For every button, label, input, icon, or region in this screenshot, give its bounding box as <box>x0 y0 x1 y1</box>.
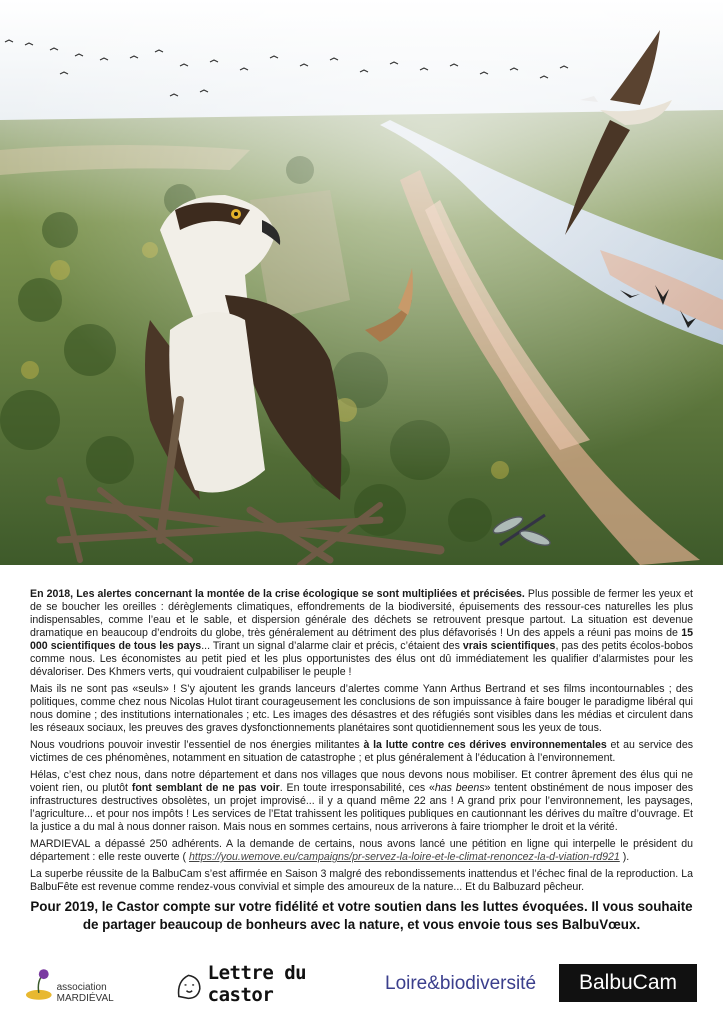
text-span: et au service des victimes de ces phénomènes, notamment en situation de catastrophe ; et plus généralement à l’éducation à l’environnement. <box>30 739 694 764</box>
paragraph-crisis <box>30 588 693 679</box>
paragraph-local <box>30 769 693 834</box>
italic-has-beens: has beens <box>434 782 485 794</box>
paragraph-balbucam <box>30 868 693 894</box>
mardieval-flower-icon <box>25 967 53 1001</box>
text-span: Plus possible de fermer les yeux et de se boucher les oreilles : dérèglements climatiques, effondrements de la biodiversité, épuisements des ressour-ces naturelles les plus indispensables, comme l’eau et le sable, et dispersion générale des déchets se retrouvent presque partout. La situation est devenue dramatique en beaucoup d’endroits du globe, très généralement au détriment des plus défavorisés ! Un des appels a réuni pas moins de <box>30 588 693 639</box>
text-span: Mais ils ne sont pas «seuls» ! S’y ajoutent les grands lanceurs d’alertes comme Yann Arthus Bertrand et ses films incontournables ; des politiques, comme chez nous Nicolas Hulot tirant courageusement les conclusions de son impuissance à faire bouger le paradigme libéral qui nous domine ; des institutions internationales ; etc. Les images des désastres et des réfugiés sont visibles dans les médias et circulent dans les réseaux sociaux, les preuves des graves dysfonctionnements planétaires sont quotidiennement sous les yeux de tous. <box>30 683 693 734</box>
text-span: ). <box>619 851 630 863</box>
text-span: , pas des petits écolos-bobos comme nous. Les économistes au petit pied et les plus opportunistes des élus ont dû immédiatement les qualifier d’alarmistes pour les dévaloriser. Des Khmers verts, qui voudraient culpabiliser le peuple ! <box>30 640 693 678</box>
logo-bar <box>25 962 700 1006</box>
loire-label: Loire&biodiversité <box>385 973 537 994</box>
bold-scientists-count: 15 000 scientifiques de tous les pays <box>30 627 693 652</box>
balbucam-label: BalbuCam <box>578 971 678 994</box>
article-body <box>30 588 693 898</box>
text-span: La superbe réussite de la BalbuCam s’est affirmée en Saison 3 malgré des rebondissements inattendus et l’échec final de la reproduction. La BalbuFête est revenue comme rendez-vous convivial et simple des amoureux de la nature... Et du Balbuzard pêcheur. <box>30 868 693 893</box>
text-span: MARDIEVAL a dépassé 250 adhérents. A la demande de certains, nous avons lancé une pétition en ligne qui interpelle le président du département : elle reste ouverte ( <box>30 838 693 863</box>
text-span: ... Tirant un signal d’alarme clair et précis, c’étaient des <box>201 640 463 652</box>
castor-icon <box>175 967 204 1001</box>
paragraph-whistleblowers <box>30 683 693 735</box>
paragraph-petition <box>30 838 693 864</box>
paragraph-energies <box>30 739 693 765</box>
text-span: Nous voudrions pouvoir investir l’essentiel de nos énergies militantes <box>30 739 364 751</box>
text-span: . En toute irresponsabilité, ces « <box>279 782 435 794</box>
logo-castor <box>175 962 375 1006</box>
closing-message: Pour 2019, le Castor compte sur votre fidélité et votre soutien dans les luttes évoquées. Il vous souhaite de partager beaucoup de bonheurs avec la nature, et vous envoie tous ses BalbuVœux. <box>30 899 693 932</box>
logo-loire <box>385 962 555 1006</box>
text-span: Hélas, c’est chez nous, dans notre département et dans nos villages que nous devons nous mobiliser. Et contrer âprement des élus qui ne voient rien, ou plutôt <box>30 769 693 794</box>
castor-label: Lettre du castor <box>207 962 307 1006</box>
bold-pretend: font semblant de ne pas voir <box>131 782 280 794</box>
paragraph-lead: En 2018, Les alertes concernant la montée de la crise écologique se sont multipliées et précisées. <box>30 588 525 600</box>
petition-link[interactable]: https://you.wemove.eu/campaigns/pr-servez-la-loire-et-le-climat-renoncez-la-d-viation-rd921 <box>189 851 620 863</box>
bold-fight: à la lutte contre ces dérives environnementales <box>363 739 607 751</box>
mardieval-label: association MARDIÉVAL <box>56 982 114 1004</box>
text-span: » tentent obstinément de nous imposer des infrastructures destructives obsolètes, un projet improvisé... il y a quand même 22 ans ! A grand prix pour l’environnement, les paysages, l’agriculture... et pour nos impôts ! Les services de l’Etat trahissent les politiques publiques en cautionnant les dérives du maître d’ouvrage. Et la justice a du mal à nous donner raison. Mais nous en sommes certains, nous arriverons à faire triompher le droit et la vérité. <box>30 782 693 833</box>
bold-real-scientists: vrais scientifiques <box>462 640 556 652</box>
logo-mardieval <box>25 962 165 1006</box>
logo-balbucam <box>559 964 697 1002</box>
